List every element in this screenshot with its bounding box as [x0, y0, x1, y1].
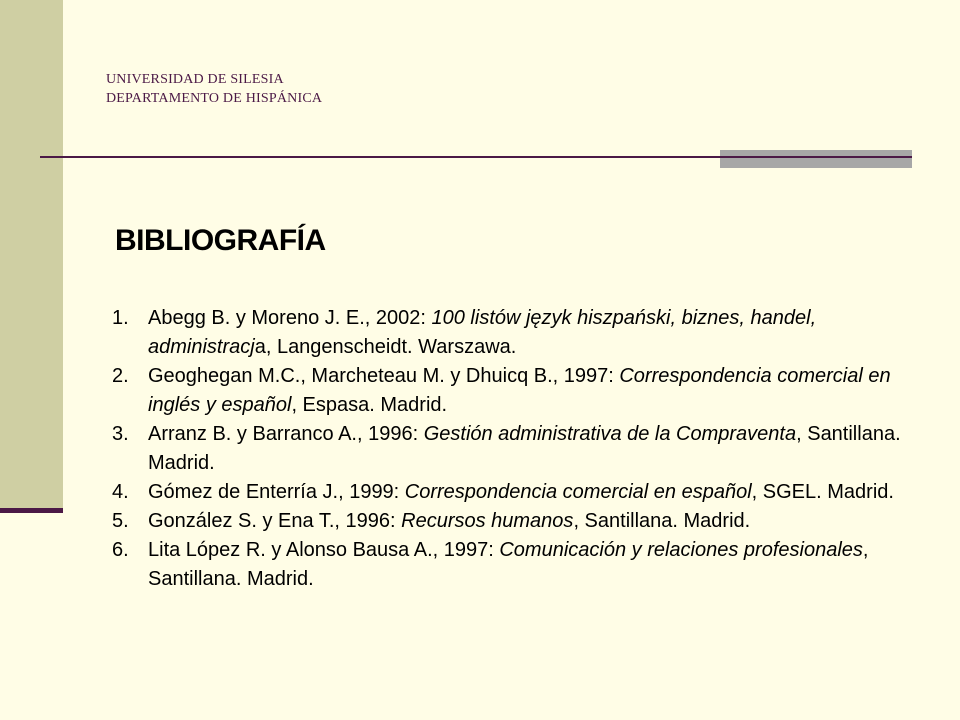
- item-authors: Abegg B. y Moreno J. E., 2002:: [148, 307, 432, 329]
- bibliography-item: [112, 507, 902, 536]
- item-publisher: , Santillana. Madrid.: [148, 539, 869, 590]
- item-publisher: , Santillana. Madrid.: [573, 510, 751, 532]
- item-number: 6.: [112, 539, 129, 561]
- item-number: 4.: [112, 481, 129, 503]
- item-work-title: Correspondencia comercial en español: [404, 481, 752, 503]
- bibliography-item: [112, 362, 902, 420]
- divider-accent-block: [720, 150, 912, 168]
- item-authors: González S. y Ena T., 1996:: [148, 510, 402, 532]
- university-name: UNIVERSIDAD DE SILESIA: [106, 72, 284, 87]
- item-work-title: 100 listów język hiszpański, biznes, handel, administracj: [148, 307, 817, 358]
- item-work-title: Comunicación y relaciones profesionales: [499, 539, 863, 561]
- item-work-title: Recursos humanos: [401, 510, 574, 532]
- item-publisher: , Santillana. Madrid.: [148, 423, 901, 474]
- item-authors: Arranz B. y Barranco A., 1996:: [148, 423, 424, 445]
- bibliography-item: [112, 420, 902, 478]
- item-work-title: Correspondencia comercial en inglés y español: [148, 365, 891, 416]
- bibliography-list: [112, 304, 902, 594]
- item-work-title: Gestión administrativa de la Compraventa: [423, 423, 797, 445]
- item-publisher: , SGEL. Madrid.: [751, 481, 894, 503]
- slide-title: BIBLIOGRAFÍA: [115, 224, 326, 257]
- left-bar-accent-line: [0, 508, 63, 513]
- slide-header: [106, 70, 322, 108]
- bibliography-item: [112, 478, 902, 507]
- department-name: DEPARTAMENTO DE HISPÁNICA: [106, 91, 323, 106]
- item-number: 3.: [112, 423, 129, 445]
- item-publisher: a, Langenscheidt. Warszawa.: [254, 336, 517, 358]
- bibliography-item: [112, 304, 902, 362]
- item-number: 1.: [112, 307, 129, 329]
- item-number: 2.: [112, 365, 129, 387]
- item-authors: Lita López R. y Alonso Bausa A., 1997:: [148, 539, 500, 561]
- item-number: 5.: [112, 510, 129, 532]
- item-authors: Geoghegan M.C., Marcheteau M. y Dhuicq B., 1997:: [148, 365, 620, 387]
- bibliography-item: [112, 536, 902, 594]
- item-authors: Gómez de Enterría J., 1999:: [148, 481, 405, 503]
- left-decorative-bar: [0, 0, 63, 513]
- item-publisher: , Espasa. Madrid.: [291, 394, 448, 416]
